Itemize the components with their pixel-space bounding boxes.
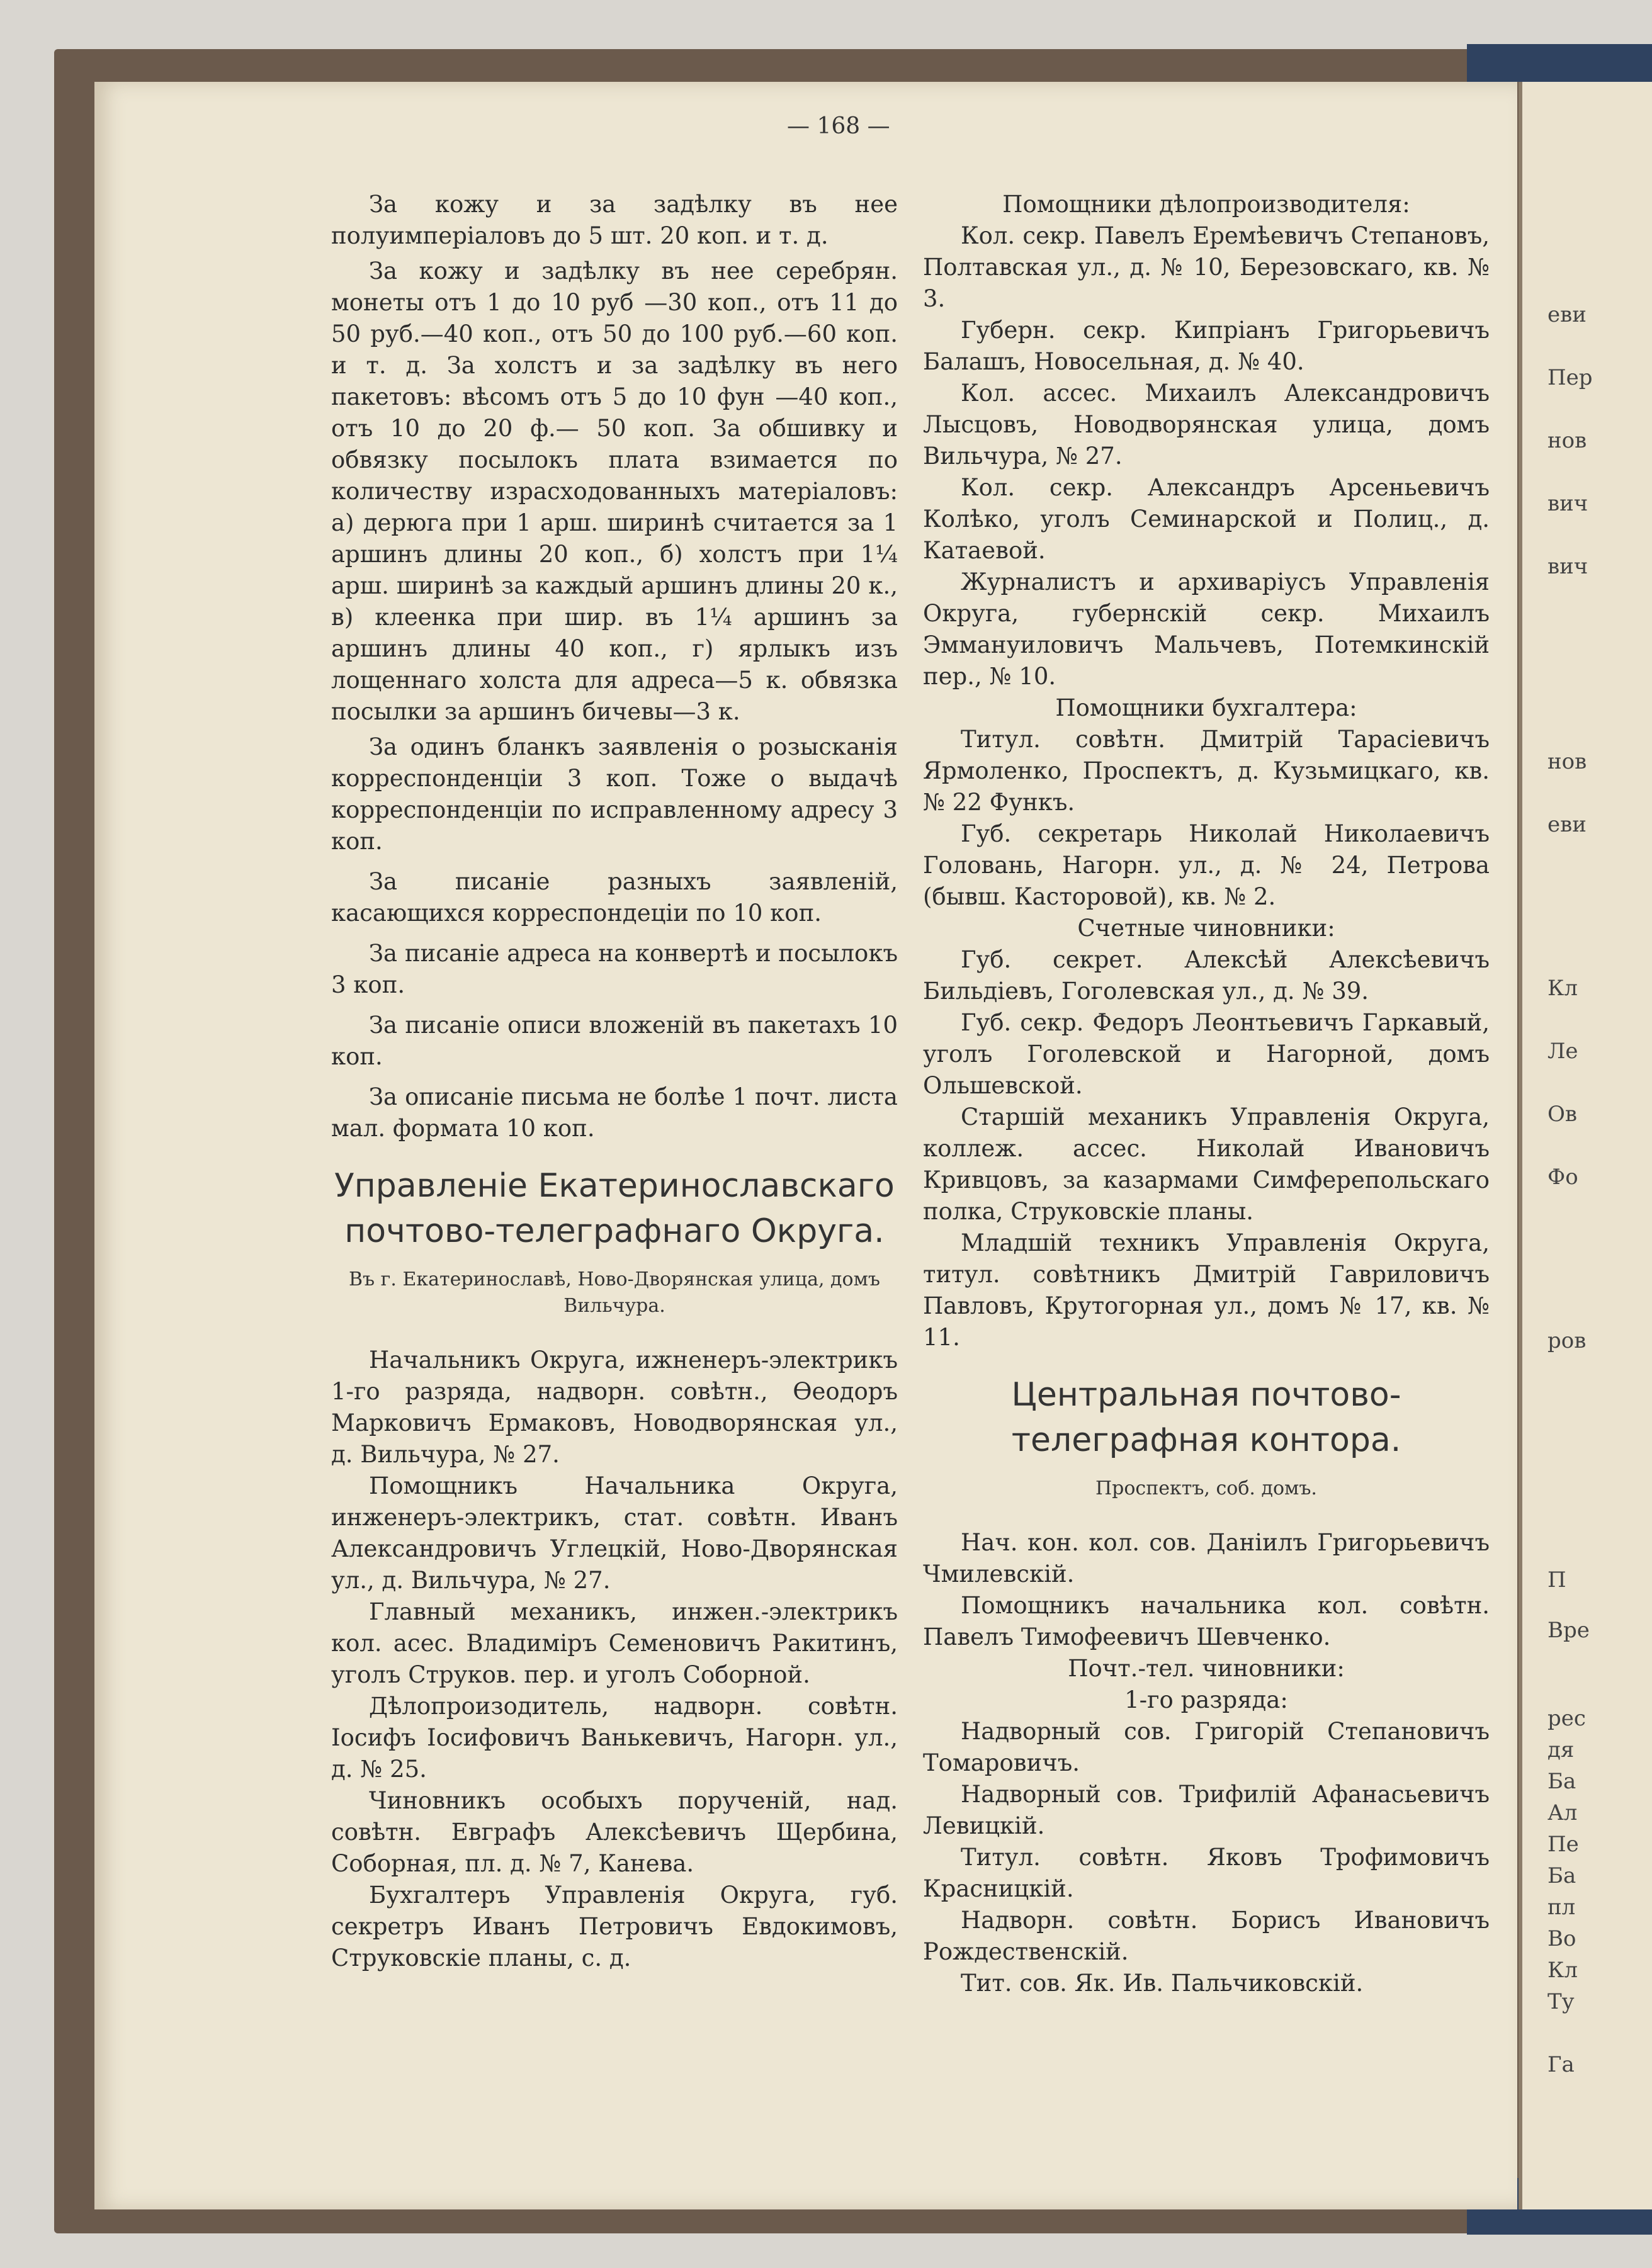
list-item: Титул. совѣтн. Яковъ Трофимовичъ Красницкій.: [923, 1844, 1490, 1902]
list-item: Помощникъ начальника кол. совѣтн. Павелъ Тимофеевичъ Шевченко.: [923, 1592, 1490, 1650]
list-title: Почт.-тел. чиновники:: [1068, 1655, 1345, 1682]
next-page-fragment: нов: [1547, 428, 1587, 453]
paragraph: Главный механикъ, инжен.-электрикъ кол. асес. Владиміръ Семеновичъ Ракитинъ, уголъ Струков. пер. и уголъ Соборной.: [331, 1598, 898, 1688]
section-heading: Центральная почтово-телеграфная контора.: [1011, 1376, 1401, 1459]
next-page-fragment: Ал: [1547, 1800, 1578, 1825]
next-page-fragment: Ба: [1547, 1769, 1576, 1794]
list-item: Кол. секр. Александръ Арсеньевичъ Колѣко, уголъ Семинарской и Полиц., д. Катаевой.: [923, 474, 1490, 564]
next-page-fragment: Кл: [1547, 1958, 1578, 1983]
list-item: Надворный сов. Трифилій Афанасьевичъ Левицкій.: [923, 1781, 1490, 1839]
next-page-fragment: пл: [1547, 1895, 1576, 1920]
next-page-fragment: Во: [1547, 1926, 1576, 1951]
list-item: Титул. совѣтн. Дмитрій Тарасіевичъ Ярмоленко, Проспектъ, д. Кузьмицкаго, кв. № 22 Функъ.: [923, 726, 1490, 816]
list-item: Надворн. совѣтн. Борисъ Ивановичъ Рождественскій.: [923, 1907, 1490, 1965]
next-page-fragment: Пе: [1547, 1832, 1579, 1857]
next-page-fragment: Ов: [1547, 1102, 1578, 1127]
list-item: Надворный сов. Григорій Степановичъ Томаровичъ.: [923, 1718, 1490, 1776]
list-item: Губ. секрет. Алексѣй Алексѣевичъ Бильдіевъ, Гоголевская ул., д. № 39.: [923, 946, 1490, 1005]
list-item: Нач. кон. кол. сов. Даніилъ Григорьевичъ Чмилевскій.: [923, 1529, 1490, 1588]
next-page-fragment: Вре: [1547, 1618, 1590, 1643]
next-page-fragment: Фо: [1547, 1165, 1578, 1190]
next-page-fragment: нов: [1547, 749, 1587, 774]
paragraph: Чиновникъ особыхъ порученій, над. совѣтн. Евграфъ Алексѣевичъ Щербина, Соборная, пл. д. № 7, Канева.: [331, 1787, 898, 1877]
section-heading: Управленіе Екатеринославскаго почтово-телеграфнаго Округа.: [334, 1167, 895, 1250]
next-page-fragment: ров: [1547, 1328, 1587, 1353]
left-column: [331, 189, 898, 1974]
next-page-fragment: вич: [1547, 491, 1588, 516]
next-page-fragment: еви: [1547, 812, 1587, 837]
paragraph: За писаніе описи вложеній въ пакетахъ 10 коп.: [331, 1012, 898, 1070]
list-item: Старшій механикъ Управленія Округа, коллеж. ассес. Николай Ивановичъ Кривцовъ, за казармами Симферепольскаго полка, Струковскіе планы.: [923, 1103, 1490, 1225]
paragraph: За писаніе адреса на конвертѣ и посылокъ 3 коп.: [331, 940, 898, 998]
list-title: Помощники бухгалтера:: [1055, 694, 1357, 721]
next-page-fragment: Кл: [1547, 976, 1578, 1001]
list-item: Губерн. секр. Кипріанъ Григорьевичъ Балашъ, Новосельная, д. № 40.: [923, 317, 1490, 375]
paragraph: За кожу и за задѣлку въ нее полуимперіаловъ до 5 шт. 20 коп. и т. д.: [331, 191, 898, 249]
section-address: Проспектъ, соб. домъ.: [1095, 1477, 1317, 1499]
next-page-fragment: еви: [1547, 302, 1587, 327]
list-item: Кол. ассес. Михаилъ Александровичъ Лысцовъ, Новодворянская улица, домъ Вильчура, № 27.: [923, 380, 1490, 470]
next-page-fragment: Ле: [1547, 1039, 1578, 1064]
paragraph: Начальникъ Округа, ижненеръ-электрикъ 1-го разряда, надворн. совѣтн., Ѳеодоръ Марковичъ Ермаковъ, Новодворянская ул., д. Вильчура, № 27.: [331, 1346, 898, 1468]
list-item: Губ. секр. Федоръ Леонтьевичъ Гаркавый, уголъ Гоголевской и Нагорной, домъ Ольшевской.: [923, 1009, 1490, 1099]
list-item: Тит. сов. Як. Ив. Пальчиковскій.: [961, 1970, 1364, 1997]
paragraph: Помощникъ Начальника Округа, инженеръ-электрикъ, стат. совѣтн. Иванъ Александровичъ Углецкій, Ново-Дворянская ул., д. Вильчура, № 27.: [331, 1472, 898, 1594]
paragraph: За описаніе письма не болѣе 1 почт. листа мал. формата 10 коп.: [331, 1083, 898, 1142]
paragraph: За писаніе разныхъ заявленій, касающихся корреспондеціи по 10 коп.: [331, 868, 898, 927]
cover-edge-top: [1467, 44, 1652, 82]
next-page-fragment: Ба: [1547, 1863, 1576, 1888]
list-title: Помощники дѣлопроизводителя:: [1002, 191, 1410, 218]
next-page-fragment: вич: [1547, 554, 1588, 579]
paragraph: За кожу и задѣлку въ нее серебрян. монеты отъ 1 до 10 руб —30 коп., отъ 11 до 50 руб.—40 коп., отъ 50 до 100 руб.—60 коп. и т. д. За холстъ и за задѣлку въ него пакетовъ: вѣсомъ отъ 5 до 10 фун —40 коп., отъ 10 до 20 ф.— 50 коп. За обшивку и обвязку посылокъ плата взимается по количеству израсходованныхъ матеріаловъ: а) дерюга при 1 арш. ширинѣ считается за 1 аршинъ длины 20 коп., б) холстъ при 1¼ арш. ширинѣ за каждый аршинъ длины 20 к., в) клеенка при шир. въ 1¼ аршинъ за аршинъ длины 40 коп., г) ярлыкъ изъ лощеннаго холста для адреса—5 к. обвязка посылки за аршинъ бичевы—3 к.: [331, 257, 898, 725]
list-item: Губ. секретарь Николай Николаевичъ Головань, Нагорн. ул., д. № 24, Петрова (бывш. Касторовой), кв. № 2.: [923, 820, 1490, 910]
next-page-fragment: дя: [1547, 1737, 1575, 1763]
next-page-fragment: рес: [1547, 1706, 1586, 1731]
next-page-fragment: Пер: [1547, 365, 1593, 390]
paragraph: Бухгалтеръ Управленія Округа, губ. секретръ Иванъ Петровичъ Евдокимовъ, Струковскіе планы, с. д.: [331, 1882, 898, 1972]
list-title: 1-го разряда:: [1124, 1686, 1288, 1713]
paragraph: За одинъ бланкъ заявленія о розысканія корреспонденціи 3 коп. Тоже о выдачѣ корреспонденціи по исправленному адресу 3 коп.: [331, 733, 898, 855]
list-item: Кол. секр. Павелъ Еремѣевичъ Степановъ, Полтавская ул., д. № 10, Березовскаго, кв. № 3.: [923, 222, 1490, 312]
list-item: Младшій техникъ Управленія Округа, титул. совѣтникъ Дмитрій Гавриловичъ Павловъ, Крутогорная ул., домъ № 17, кв. № 11.: [923, 1229, 1490, 1351]
list-item: Журналистъ и архиваріусъ Управленія Округа, губернскій секр. Михаилъ Эммануиловичъ Мальчевъ, Потемкинскій пер., № 10.: [923, 568, 1490, 690]
next-page-fragment: Га: [1547, 2052, 1575, 2077]
next-page-fragment: Ту: [1547, 1989, 1575, 2014]
paragraph: Дѣлопроизодитель, надворн. совѣтн. Іосифъ Іосифовичъ Ванькевичъ, Нагорн. ул., д. № 25.: [331, 1693, 898, 1783]
section-address: Въ г. Екатеринославѣ, Ново-Дворянская улица, домъ Вильчура.: [349, 1268, 880, 1317]
right-column: [923, 189, 1490, 1999]
next-page-edge: [1519, 82, 1652, 2209]
list-title: Счетные чиновники:: [1077, 915, 1335, 942]
next-page-fragment: П: [1547, 1567, 1566, 1593]
page-number: — 168 —: [787, 113, 890, 139]
